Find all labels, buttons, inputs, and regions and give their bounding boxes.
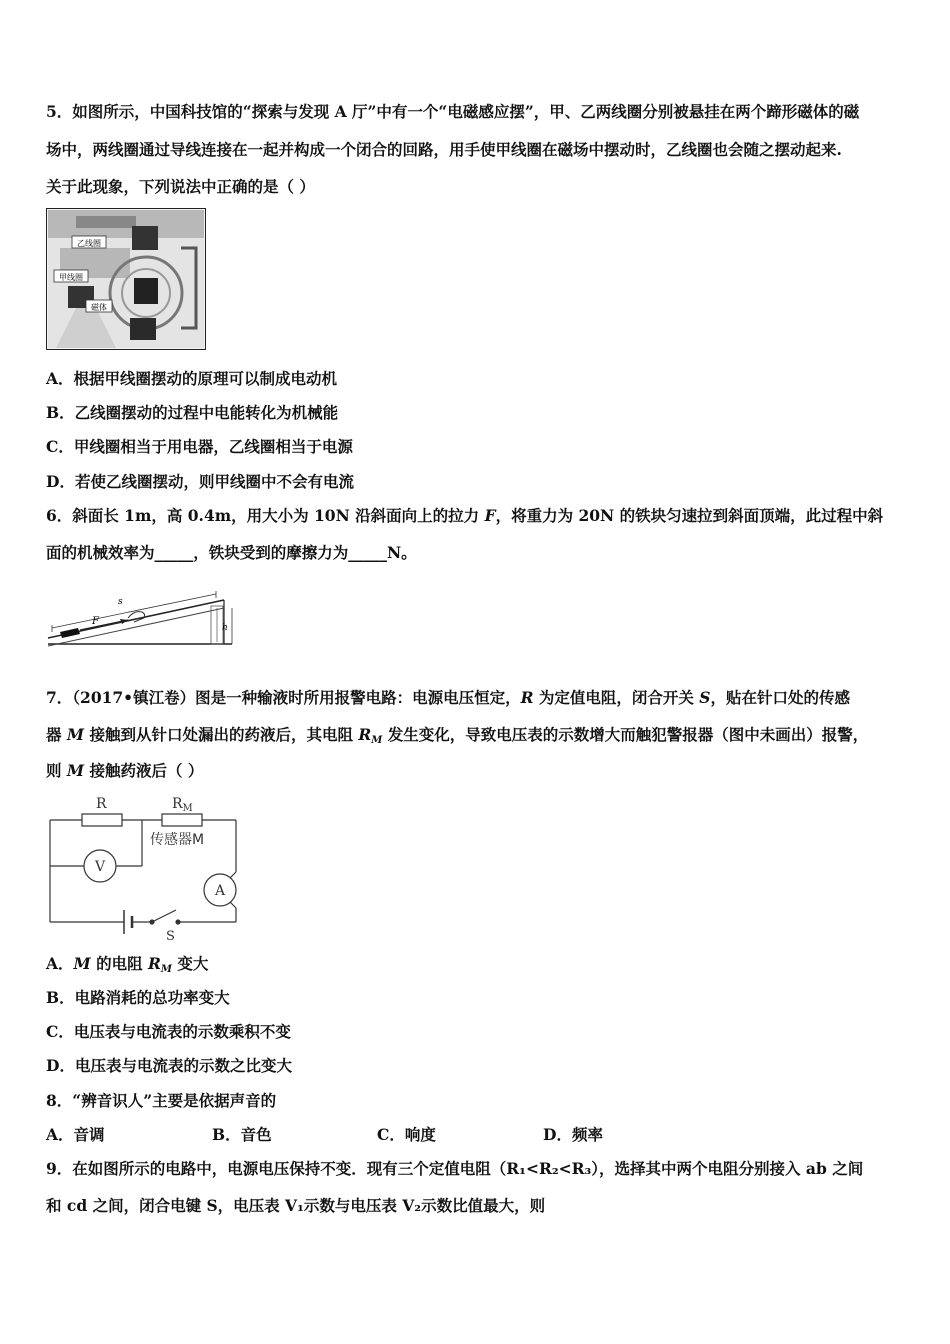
q5-option-b: B．乙线圈摆动的过程中电能转化为机械能 [46, 403, 339, 422]
photo-label-jia: 甲线圈 [59, 273, 83, 282]
q9-stem-line1: 9．在如图所示的电路中，电源电压保持不变．现有三个定值电阻（R₁<R₂<R₃），选择其中两个电阻分别接入 ab 之间 [46, 1159, 864, 1178]
q8-option-a: A．音调 [46, 1125, 105, 1144]
q7-option-d: D．电压表与电流表的示数之比变大 [46, 1056, 292, 1075]
voltmeter-icon: V [94, 859, 106, 875]
q5-stem-line3: 关于此现象，下列说法中正确的是（ ） [46, 177, 315, 196]
circuit-label-switch: S [166, 929, 175, 942]
q5-photo [46, 208, 206, 350]
q6-stem-line1: 6．斜面长 1m，高 0.4m，用大小为 10N 沿斜面向上的拉力 F，将重力为 20N 的铁块匀速拉到斜面顶端，此过程中斜 [46, 506, 884, 525]
photo-label-magnet: 磁体 [91, 303, 107, 312]
q7-option-c: C．电压表与电流表的示数乘积不变 [46, 1022, 291, 1041]
q6-incline-figure [46, 588, 236, 654]
q5-option-a: A．根据甲线圈摆动的原理可以制成电动机 [46, 369, 338, 388]
q8-option-b: B．音色 [212, 1125, 272, 1144]
q5-stem-line2: 场中，两线圈通过导线连接在一起并构成一个闭合的回路，用手使甲线圈在磁场中摆动时，乙线圈也会随之摆动起来. [46, 140, 842, 159]
q8-option-c: C．响度 [377, 1125, 436, 1144]
q7-option-b: B．电路消耗的总功率变大 [46, 988, 230, 1007]
q8-stem: 8．“辨音识人”主要是依据声音的 [46, 1091, 277, 1110]
q6-stem-line2: 面的机械效率为_____，铁块受到的摩擦力为_____N。 [46, 543, 417, 562]
q5-option-d: D．若使乙线圈摆动，则甲线圈中不会有电流 [46, 472, 354, 491]
circuit-label-rm: $R_M$ [172, 796, 193, 814]
ammeter-icon: A [214, 883, 226, 899]
q7-stem-line2: 器 M 接触到从针口处漏出的药液后，其电阻 $R_M$ 发生变化，导致电压表的示数增大而触犯警报器（图中未画出）报警， [46, 725, 869, 746]
q5-stem-line1: 5．如图所示，中国科技馆的“探索与发现 A 厅”中有一个“电磁感应摆”，甲、乙两线圈分别被悬挂在两个蹄形磁体的磁 [46, 102, 860, 121]
q8-option-d: D．频率 [543, 1125, 603, 1144]
q5-option-c: C．甲线圈相当于用电器，乙线圈相当于电源 [46, 437, 353, 456]
q7-option-a: A．M 的电阻 $R_M$ 变大 [46, 954, 209, 975]
circuit-label-sensor: 传感器M [150, 832, 205, 848]
q9-stem-line2: 和 cd 之间，闭合电键 S，电压表 V₁示数与电压表 V₂示数比值最大，则 [46, 1196, 546, 1215]
q7-stem-line3: 则 M 接触药液后（ ） [46, 761, 204, 780]
q7-circuit-diagram [46, 792, 246, 942]
photo-label-yi: 乙线圈 [77, 239, 101, 248]
circuit-label-r: R [96, 796, 107, 812]
incline-label-F: F [92, 616, 99, 627]
incline-label-h: h [222, 623, 228, 633]
q7-stem-line1: 7．（2017•镇江卷）图是一种输液时所用报警电路：电源电压恒定，R 为定值电阻，闭合开关 S，贴在针口处的传感 [46, 688, 850, 707]
incline-label-s: s [118, 597, 123, 607]
